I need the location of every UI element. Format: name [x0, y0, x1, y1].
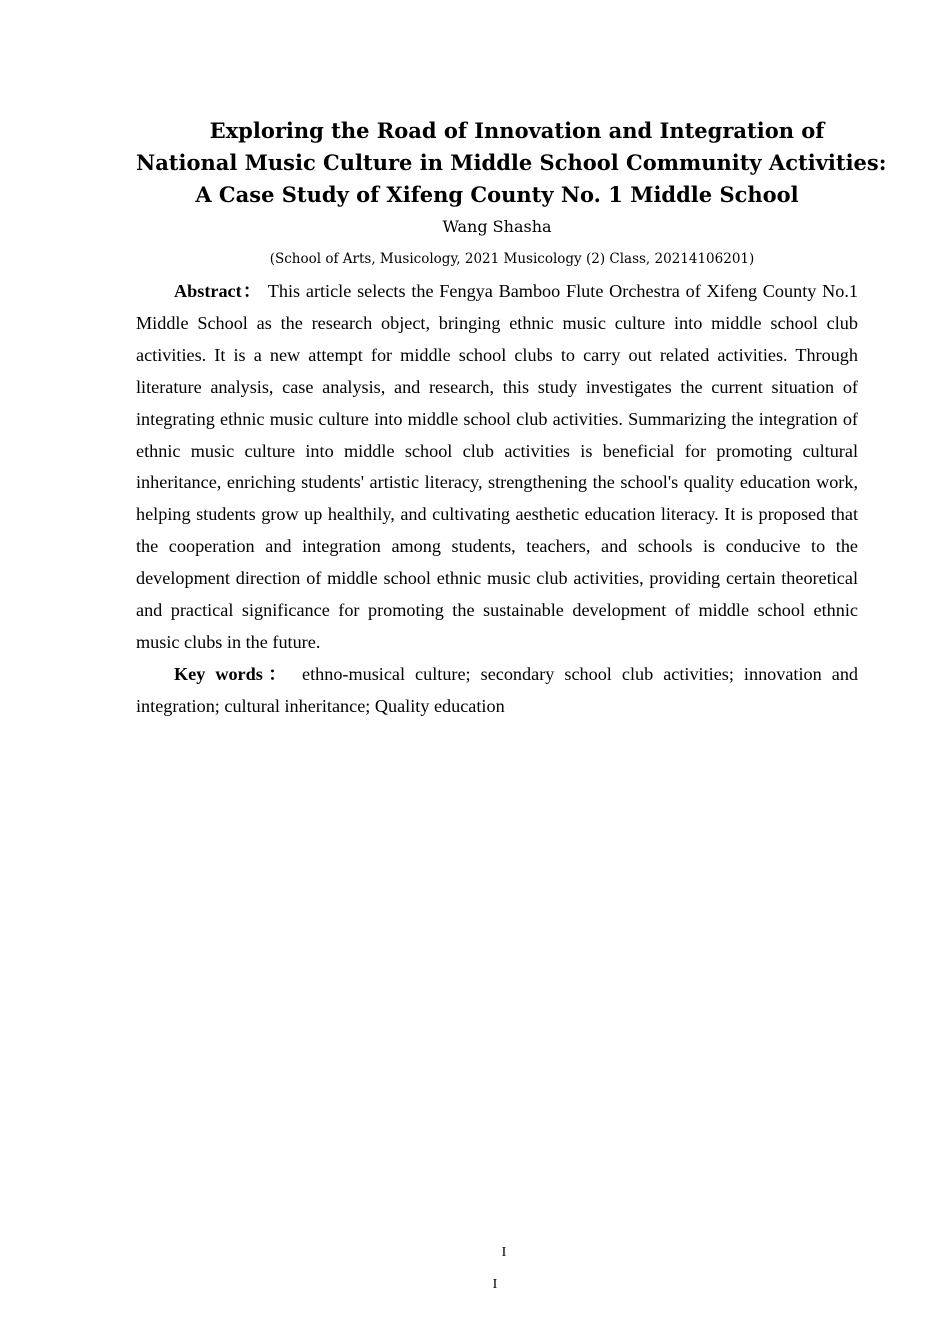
- author-affiliation: (School of Arts, Musicology, 2021 Musicology (2) Class, 20214106201): [269, 251, 755, 267]
- keywords-paragraph: [136, 659, 858, 723]
- paper-title: [136, 115, 887, 211]
- abstract-text: This article selects the Fengya Bamboo Flute Orchestra of Xifeng County No.1 Middle School as the research object, bringing ethnic music culture into middle school club activities. It is a new attempt for middle school clubs to carry out related activities. Through literature analysis, case analysis, and research, this study investigates the current situation of integrating ethnic music culture into middle school club activities. Summarizing the integration of ethnic music culture into middle school club activities is beneficial for promoting cultural inheritance, enriching students' artistic literacy, strengthening the school's quality education work, helping students grow up healthily, and cultivating aesthetic education literacy. It is proposed that the cooperation and integration among students, teachers, and schools is conducive to the development direction of middle school ethnic music club activities, providing certain theoretical and practical significance for promoting the sustainable development of middle school ethnic music clubs in the future.: [136, 281, 858, 652]
- keywords-text: ethno-musical culture; secondary school club activities; innovation and integration; cultural inheritance; Quality education: [136, 664, 859, 716]
- keywords-label: Key words：: [174, 664, 292, 684]
- abstract-paragraph: [136, 276, 858, 659]
- page-number-footer: I: [492, 1277, 498, 1292]
- title-line-1: Exploring the Road of Innovation and Integration of: [209, 118, 825, 143]
- page-number-primary: I: [501, 1245, 507, 1260]
- title-line-3: A Case Study of Xifeng County No. 1 Middle School: [195, 182, 799, 207]
- title-line-2: National Music Culture in Middle School Community Activities:: [136, 150, 887, 175]
- abstract-label: Abstract：: [174, 281, 263, 301]
- author-name: Wang Shasha: [442, 217, 552, 236]
